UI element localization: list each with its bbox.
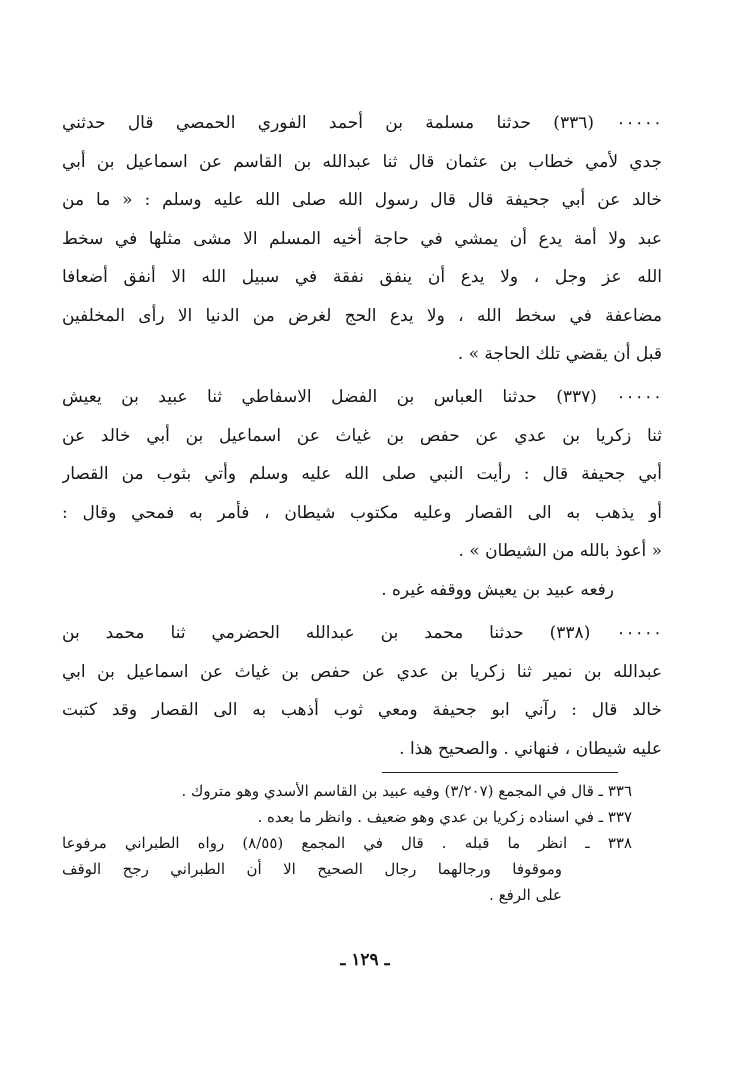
text-line: أو يذهب به الى القصار وعليه مكتوب شيطان ، فأمر به فمحي وقال :: [62, 502, 662, 523]
footnote-line: وموقوفا ورجالهما رجال الصحيح الا أن الطبراني رجح الوقف: [62, 860, 562, 878]
hadith-337: [62, 378, 662, 609]
text-line: ٠٠٠٠٠ (٣٣٧) حدثنا العباس بن الفضل الاسفاطي ثنا عبيد بن يعيش: [62, 387, 662, 407]
text-line: عليه شيطان ، فنهاني . والصحيح هذا .: [399, 738, 662, 759]
footnote-line: ٣٣٦ ـ قال في المجمع (٣/٢٠٧) وفيه عبيد بن القاسم الأسدي وهو متروك .: [181, 782, 632, 800]
hadith-338: [62, 614, 662, 768]
text-line: « أعوذ بالله من الشيطان » .: [458, 541, 662, 561]
text-line: ٠٠٠٠٠ (٣٣٨) حدثنا محمد بن عبدالله الحضرمي ثنا محمد بن: [62, 623, 662, 643]
footnote-line: ٣٣٧ ـ في اسناده زكريا بن عدي وهو ضعيف . وانظر ما بعده .: [257, 808, 632, 826]
text-line: جدي لأمي خطاب بن عثمان قال ثنا عبدالله بن القاسم عن اسماعيل بن أبي: [62, 151, 662, 172]
text-line: قبل أن يقضي تلك الحاجة » .: [457, 344, 662, 364]
text-line: ثنا زكريا بن عدي عن حفص بن غياث عن اسماعيل بن أبي خالد عن: [62, 425, 662, 446]
text-line: عبد ولا أمة يدع أن يمشي في حاجة أخيه المسلم الا مشى مثلها في سخط: [62, 228, 662, 249]
text-line: ٠٠٠٠٠ (٣٣٦) حدثنا مسلمة بن أحمد الفوري الحمصي قال حدثني: [62, 113, 662, 133]
footnote-divider: [382, 772, 618, 773]
footnote-line: على الرفع .: [489, 886, 562, 904]
footnotes: [62, 778, 632, 908]
hadith-336: [62, 104, 662, 374]
page-number: ـ ١٢٩ ـ: [340, 950, 390, 970]
text-line: الله عز وجل ، ولا يدع أن ينفق نفقة في سبيل الله الا أنفق أضعافا: [62, 267, 662, 287]
text-line: رفعه عبيد بن يعيش ووقفه غيره .: [381, 579, 614, 600]
text-line: خالد عن أبي جحيفة قال قال رسول الله صلى الله عليه وسلم : « ما من: [62, 190, 662, 210]
text-line: عبدالله بن نمير ثنا زكريا بن عدي عن حفص بن غياث عن اسماعيل بن ابي: [62, 661, 662, 682]
text-line: خالد قال : رآني ابو جحيفة ومعي ثوب أذهب به الى القصار وقد كتبت: [62, 700, 662, 720]
text-line: مضاعفة في سخط الله ، ولا يدع الحج لغرض من الدنيا الا رأى المخلفين: [62, 305, 662, 326]
text-line: أبي جحيفة قال : رأيت النبي صلى الله عليه وسلم وأتي بثوب من القصار: [62, 464, 662, 484]
footnote-line: ٣٣٨ ـ انظر ما قبله . قال في المجمع (٨/٥٥) رواه الطبراني مرفوعا: [62, 834, 632, 852]
